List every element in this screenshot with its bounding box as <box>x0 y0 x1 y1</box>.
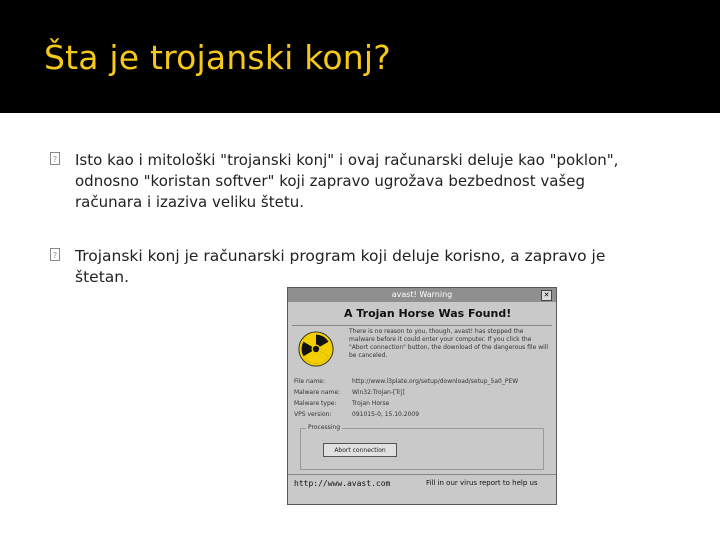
dialog-description <box>349 328 549 360</box>
avast-warning-screenshot <box>287 287 557 505</box>
info-value: 091015-0, 15.10.2009 <box>352 411 420 418</box>
info-key: VPS version: <box>294 411 332 418</box>
bullet-marker-icon: ? <box>50 248 60 261</box>
info-key: Malware name: <box>294 389 341 396</box>
description-line: "Abort connection" button, the download of the dangerous file will <box>349 344 549 351</box>
info-key: Malware type: <box>294 400 337 407</box>
virus-report-link: Fill in our virus report to help us <box>426 479 538 487</box>
info-value: http://www.l3plate.org/setup/download/setup_5a0_PEW <box>352 378 519 385</box>
bullet-line: odnosno "koristan softver" koji zapravo ugrožava bezbednost vašeg <box>75 172 586 190</box>
title-bar <box>0 0 720 113</box>
slide-title: Šta je trojanski konj? <box>44 38 391 77</box>
bullet-marker-icon: ? <box>50 152 60 165</box>
bullet-line: štetan. <box>75 268 130 286</box>
description-line: malware before it could enter your computer. If you click the <box>349 336 532 343</box>
processing-label: Processing <box>308 424 341 431</box>
bullet-item <box>50 246 690 288</box>
dialog-title: avast! Warning <box>288 288 556 302</box>
bullet-line: Isto kao i mitološki "trojanski konj" i ovaj računarski deluje kao "poklon", <box>75 151 619 169</box>
info-value: Win32:Trojan-[Trj] <box>352 389 405 396</box>
divider <box>288 474 556 475</box>
bullet-line: računara i izaziva veliku štetu. <box>75 193 305 211</box>
bullet-item <box>50 150 690 213</box>
info-value: Trojan Horse <box>352 400 390 407</box>
divider <box>292 325 552 326</box>
radiation-hazard-icon <box>298 331 334 367</box>
info-key: File name: <box>294 378 325 385</box>
description-line: There is no reason to you, though, avast! has stopped the <box>349 328 524 335</box>
dialog-heading: A Trojan Horse Was Found! <box>344 307 512 320</box>
abort-connection-button: Abort connection <box>323 443 397 457</box>
avast-url: http://www.avast.com <box>294 479 391 488</box>
description-line: be canceled. <box>349 352 388 359</box>
bullet-line: Trojanski konj je računarski program koji deluje korisno, a zapravo je <box>75 247 606 265</box>
close-icon: ✕ <box>541 290 552 301</box>
